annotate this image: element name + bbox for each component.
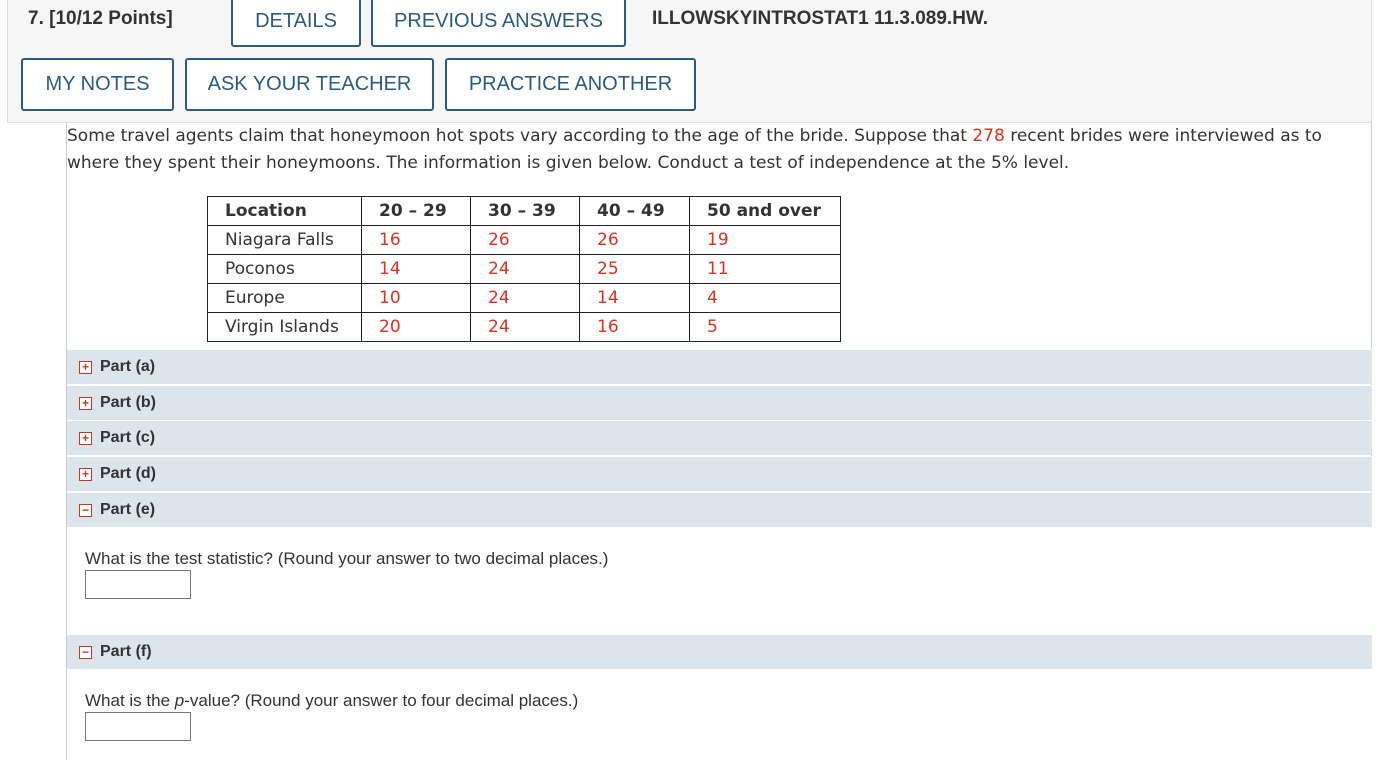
- part-label: Part (c): [100, 429, 156, 446]
- count-cell: 24: [471, 255, 580, 284]
- part-label: Part (a): [100, 358, 156, 375]
- minus-box-icon[interactable]: −: [79, 504, 92, 517]
- column-header: 30 – 39: [471, 197, 580, 226]
- part-b-header[interactable]: [67, 385, 1372, 420]
- count-cell: 10: [362, 284, 471, 313]
- part-e-header[interactable]: [67, 492, 1372, 527]
- part-e-question: What is the test statistic? (Round your answer to two decimal places.): [85, 549, 609, 568]
- part-f-body: [67, 669, 1372, 760]
- question-text: -value? (Round your answer to four decimal places.): [184, 691, 579, 710]
- plus-box-icon[interactable]: +: [79, 361, 92, 374]
- count-cell: 5: [690, 313, 841, 342]
- my-notes-button[interactable]: MY NOTES: [21, 58, 174, 111]
- practice-another-button[interactable]: PRACTICE ANOTHER: [445, 58, 696, 111]
- part-label: Part (e): [100, 501, 156, 518]
- column-header: Location: [208, 197, 362, 226]
- table-row: [208, 226, 841, 255]
- count-cell: 26: [580, 226, 690, 255]
- honeymoon-table: [207, 196, 841, 342]
- part-d-header[interactable]: [67, 456, 1372, 491]
- part-label: Part (f): [100, 643, 152, 660]
- count-cell: 16: [580, 313, 690, 342]
- part-f-header[interactable]: [67, 634, 1372, 669]
- question-text: What is the: [85, 691, 175, 710]
- question-id: ILLOWSKYINTROSTAT1 11.3.089.HW.: [652, 8, 989, 29]
- question-header: [7, 0, 1372, 123]
- location-cell: Virgin Islands: [208, 313, 362, 342]
- intro-text-start: Some travel agents claim that honeymoon hot spots vary according to the age of the bride. Suppose that: [67, 126, 973, 146]
- part-label: Part (b): [100, 394, 156, 411]
- question-content: [66, 123, 1372, 760]
- part-a-header[interactable]: [67, 349, 1372, 384]
- sample-size: 278: [972, 126, 1005, 146]
- count-cell: 11: [690, 255, 841, 284]
- count-cell: 4: [690, 284, 841, 313]
- column-header: 20 – 29: [362, 197, 471, 226]
- part-e-body: [67, 527, 1372, 634]
- previous-answers-button[interactable]: PREVIOUS ANSWERS: [371, 0, 626, 47]
- table-row: [208, 284, 841, 313]
- column-header: 50 and over: [690, 197, 841, 226]
- count-cell: 25: [580, 255, 690, 284]
- count-cell: 24: [471, 313, 580, 342]
- question-number: 7. [10/12 Points]: [28, 8, 173, 29]
- ask-your-teacher-button[interactable]: ASK YOUR TEACHER: [185, 58, 434, 111]
- p-value-input[interactable]: [85, 712, 191, 741]
- plus-box-icon[interactable]: +: [79, 432, 92, 445]
- count-cell: 14: [580, 284, 690, 313]
- count-cell: 16: [362, 226, 471, 255]
- question-intro: [67, 123, 1367, 177]
- location-cell: Poconos: [208, 255, 362, 284]
- part-c-header[interactable]: [67, 420, 1372, 455]
- intro-text-end: recent brides were interviewed as to where they spent their honeymoons. The information is given below. Conduct a test of independence at the 5% level.: [67, 126, 1322, 173]
- table-row: [208, 313, 841, 342]
- table-row: [208, 255, 841, 284]
- count-cell: 26: [471, 226, 580, 255]
- column-header: 40 – 49: [580, 197, 690, 226]
- plus-box-icon[interactable]: +: [79, 468, 92, 481]
- count-cell: 14: [362, 255, 471, 284]
- location-cell: Europe: [208, 284, 362, 313]
- count-cell: 19: [690, 226, 841, 255]
- minus-box-icon[interactable]: −: [79, 646, 92, 659]
- location-cell: Niagara Falls: [208, 226, 362, 255]
- plus-box-icon[interactable]: +: [79, 397, 92, 410]
- count-cell: 20: [362, 313, 471, 342]
- count-cell: 24: [471, 284, 580, 313]
- details-button[interactable]: DETAILS: [231, 0, 361, 47]
- test-statistic-input[interactable]: [85, 570, 191, 599]
- p-symbol: p: [174, 691, 185, 710]
- part-f-question: [85, 691, 578, 711]
- table-header-row: [208, 197, 841, 226]
- part-label: Part (d): [100, 465, 156, 482]
